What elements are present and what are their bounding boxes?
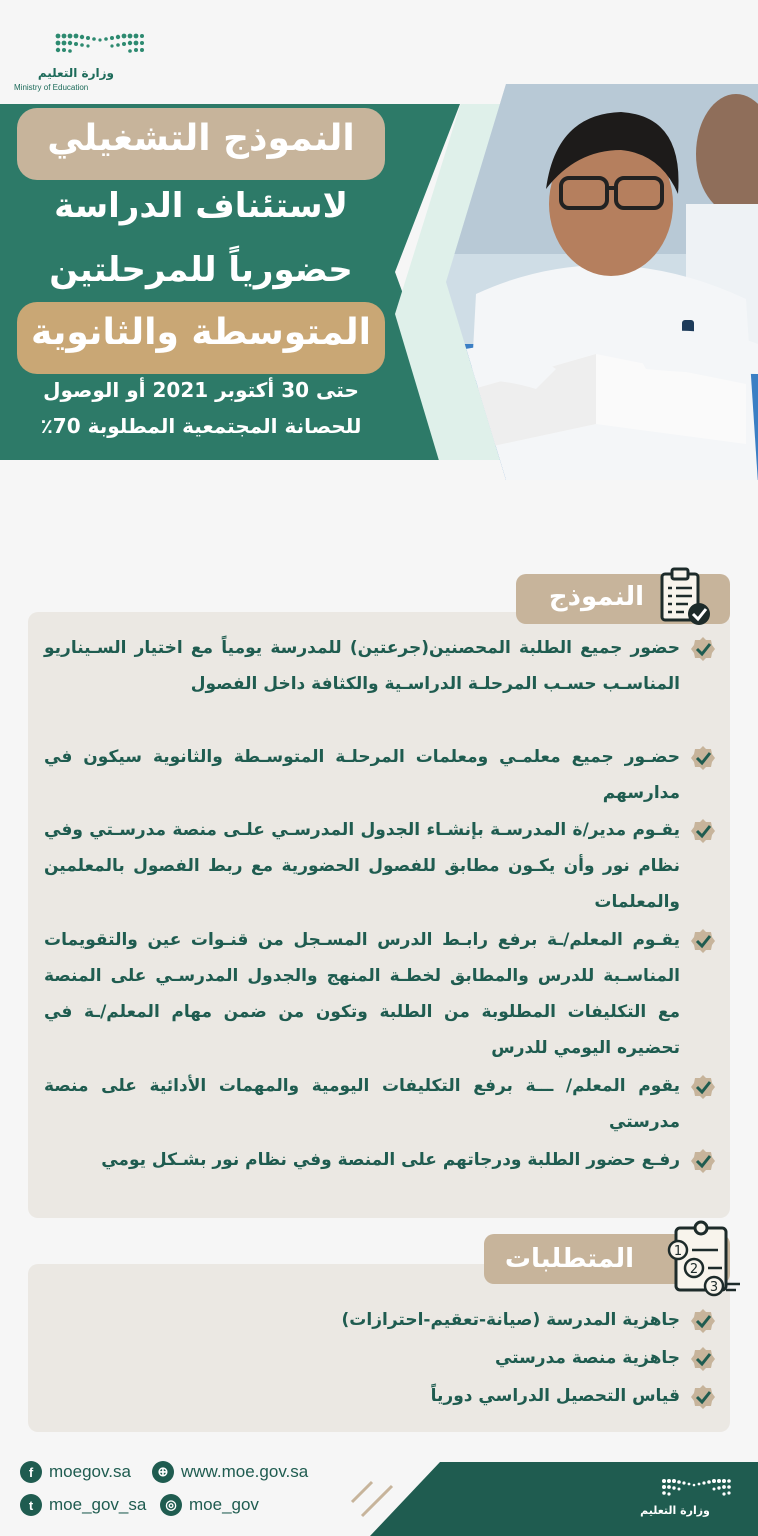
requirements-heading: المتطلبات: [484, 1234, 730, 1284]
numbered-list-icon: [664, 1220, 744, 1298]
ministry-logo: [14, 28, 144, 98]
subtitle-line-2: للحصانة المجتمعية المطلوبة 70٪: [40, 414, 362, 438]
model-item-6: رفـع حضور الطلبة ودرجاتهم على المنصة وفي نظام نور بشـكل يومي: [101, 1150, 680, 1170]
model-heading: النموذج: [516, 574, 730, 624]
check-badge-icon: [690, 1148, 716, 1174]
instagram-icon: ◎: [160, 1494, 182, 1516]
facebook-handle: moegov.sa: [49, 1462, 131, 1481]
main-title-line-3: حضورياً للمرحلتين: [49, 250, 353, 290]
footer-logo-dots-icon: [660, 1476, 732, 1500]
svg-text:3: 3: [709, 1280, 719, 1295]
facebook-icon: f: [20, 1461, 42, 1483]
instagram-link[interactable]: [160, 1494, 259, 1516]
svg-text:1: 1: [673, 1244, 683, 1259]
clipboard-check-icon: [656, 566, 714, 628]
footer-ministry-name: وزارة التعليم: [640, 1504, 710, 1517]
instagram-handle: moe_gov: [189, 1495, 259, 1514]
check-badge-icon: [690, 636, 716, 662]
check-badge-icon: [690, 745, 716, 771]
website-url: www.moe.gov.sa: [181, 1462, 309, 1481]
main-title-line-2: لاستئناف الدراسة: [54, 186, 348, 226]
twitter-link[interactable]: [20, 1494, 146, 1516]
requirement-item-1: جاهزية المدرسة (صيانة-تعقيم-احترازات): [341, 1310, 680, 1330]
requirement-item-2: جاهزية منصة مدرستي: [494, 1348, 680, 1368]
svg-text:2: 2: [689, 1262, 699, 1277]
footer-band: [0, 1446, 758, 1536]
website-link[interactable]: [152, 1461, 308, 1483]
facebook-link[interactable]: [20, 1461, 131, 1483]
student-photo: [446, 84, 758, 480]
main-title-line-4: المتوسطة والثانوية: [31, 312, 371, 353]
model-item-5: يقوم المعلم/ ـــة برفع التكليفات اليومية والمهمات الأدائية على منصة مدرستي: [44, 1076, 680, 1132]
check-badge-icon: [690, 928, 716, 954]
twitter-icon: t: [20, 1494, 42, 1516]
requirement-item-3: قياس التحصيل الدراسي دورياً: [430, 1386, 680, 1406]
model-item-4: يقـوم المعلم/ـة برفع رابـط الدرس المسـجل من قنـوات عين والتقويمات المناسـبة للدرس والمطابق لخطـة المنهج والجدول المدرسـي على المنصة مع التكليفات المطلوبة من الطلبة وتكون من ضمن مهام المعلم/ـة في تحضيره اليومي للدرس: [44, 930, 680, 1058]
check-badge-icon: [690, 1074, 716, 1100]
check-badge-icon: [690, 818, 716, 844]
check-badge-icon: [690, 1308, 716, 1334]
model-item-1: حضور جميع الطلبة المحصنين(جرعتين) للمدرسة يومياً مع اختيار السـيناريو المناسـب حسـب المرحلـة الدراسـية والكثافة داخل الفصول: [44, 638, 680, 694]
twitter-handle: moe_gov_sa: [49, 1495, 147, 1514]
logo-dots-icon: [54, 30, 144, 56]
check-badge-icon: [690, 1346, 716, 1372]
subtitle-line-1: حتى 30 أكتوبر 2021 أو الوصول: [43, 378, 359, 402]
model-item-3: يقـوم مدير/ة المدرسـة بإنشـاء الجدول المدرسـي علـى منصة مدرسـتي وفي نظام نور وأن يكـون مطابق للفصول الحضورية مع ربط الفصول بالمعلمين والمعلمات: [44, 820, 680, 912]
model-item-2: حضـور جميع معلمـي ومعلمات المرحلـة المتوسـطة والثانوية سيكون في مدارسهم: [44, 747, 680, 803]
check-badge-icon: [690, 1384, 716, 1410]
globe-icon: ⊕: [152, 1461, 174, 1483]
ministry-name-ar: وزارة التعليم: [37, 66, 114, 80]
ministry-name-en: Ministry of Education: [14, 83, 89, 92]
main-title-line-1: النموذج التشغيلي: [47, 118, 355, 159]
